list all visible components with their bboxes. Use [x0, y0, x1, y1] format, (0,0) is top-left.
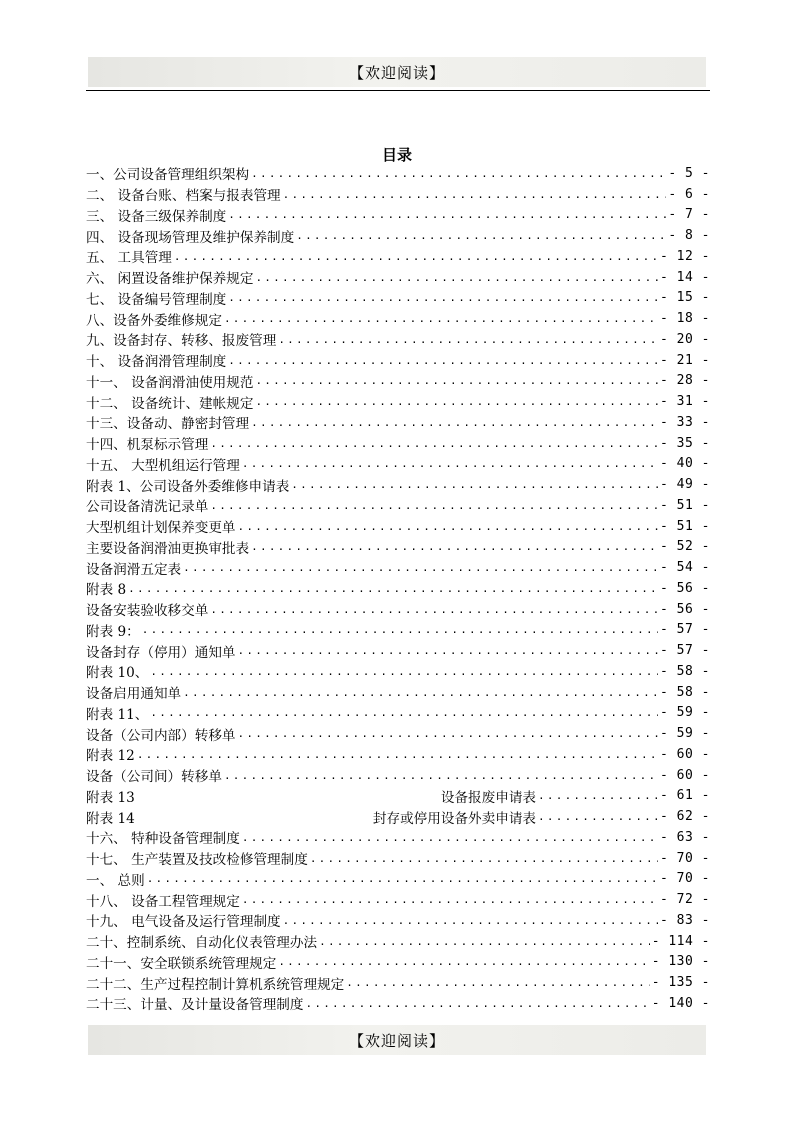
toc-entry-page: - 33 - [660, 414, 710, 430]
toc-entry-leader [224, 308, 658, 329]
toc-entry-page: - 28 - [660, 373, 710, 389]
toc-entry-leader [210, 495, 658, 516]
toc-entry-leader [278, 952, 649, 973]
toc-entry-leader [242, 454, 658, 475]
toc-entry-label: 附表 8 [86, 582, 127, 599]
toc-entry-leader [242, 889, 658, 910]
toc-entry[interactable] [86, 246, 710, 267]
toc-entry-page: - 18 - [660, 311, 710, 327]
toc-entry-label: 二十、控制系统、自动化仪表管理办法 [86, 935, 318, 952]
toc-entry-leader [183, 557, 658, 578]
header-banner [88, 57, 706, 87]
toc-entry-label: 九、设备封存、转移、报废管理 [86, 333, 277, 350]
toc-entry[interactable] [86, 952, 710, 973]
toc-entry-leader [228, 350, 658, 371]
toc-entry-leader [238, 640, 659, 661]
toc-entry-page: - 57 - [660, 643, 710, 659]
toc-entry[interactable] [86, 557, 710, 578]
toc-entry-page: - 130 - [651, 954, 710, 970]
toc-entry-label: 附表 14 [86, 810, 135, 827]
toc-entry-label: 附表 9： [86, 623, 140, 640]
toc-title: 目录 [381, 146, 412, 164]
toc-entry-label: 四、 设备现场管理及维护保养制度 [86, 229, 295, 246]
toc-entry[interactable] [86, 682, 710, 703]
toc-entry-subtitle: 封存或停用设备外卖申请表 [372, 810, 537, 827]
toc-entry[interactable] [86, 848, 710, 869]
toc-entry[interactable] [86, 308, 710, 329]
toc-entry-page: - 60 - [660, 746, 710, 762]
toc-entry[interactable] [86, 889, 710, 910]
toc-entry[interactable] [86, 288, 710, 309]
toc-entry-label: 二、 设备台账、档案与报表管理 [86, 188, 281, 205]
toc-entry-page: - 57 - [660, 622, 710, 638]
toc-entry[interactable] [86, 723, 710, 744]
toc-entry-page: - 5 - [668, 165, 710, 181]
toc-entry-leader [210, 599, 658, 620]
toc-entry-label: 十七、 生产装置及技改检修管理制度 [86, 852, 308, 869]
toc-entry-leader [283, 910, 658, 931]
header-rule [86, 90, 710, 91]
toc-entry-page: - 51 - [660, 497, 710, 513]
toc-entry-page: - 54 - [660, 560, 710, 576]
toc-entry[interactable] [86, 454, 710, 475]
toc-entry-leader [150, 703, 658, 724]
toc-entry-label: 主要设备润滑油更换审批表 [86, 540, 250, 557]
toc-entry-leader [210, 433, 658, 454]
toc-entry-leader [174, 246, 658, 267]
toc-entry-label: 二十二、生产过程控制计算机系统管理规定 [86, 976, 345, 993]
toc-entry-leader [147, 869, 658, 890]
toc-entry[interactable] [86, 931, 710, 952]
toc-entry-label: 附表 13 [86, 789, 135, 806]
toc-entry-leader [278, 329, 658, 350]
toc-entry-page: - 56 - [660, 580, 710, 596]
toc-entry-page: - 12 - [660, 248, 710, 264]
toc-entry[interactable] [86, 371, 710, 392]
toc-entry[interactable] [86, 474, 710, 495]
toc-entry-page: - 63 - [660, 829, 710, 845]
toc-entry-page: - 21 - [660, 352, 710, 368]
toc-entry-page: - 20 - [660, 331, 710, 347]
toc-entry-label: 十五、 大型机组运行管理 [86, 457, 240, 474]
toc-entry-label: 设备安装验收移交单 [86, 603, 209, 620]
toc-entry[interactable] [86, 620, 710, 641]
toc-entry[interactable] [86, 703, 710, 724]
toc-entry[interactable] [86, 661, 710, 682]
toc-entry-leader [238, 516, 659, 537]
toc-entry[interactable] [86, 412, 710, 433]
toc-entry-leader [255, 391, 658, 412]
toc-entry-leader [150, 661, 658, 682]
toc-entry-leader [242, 827, 658, 848]
toc-entry[interactable] [86, 599, 710, 620]
toc-entry-leader [319, 931, 650, 952]
toc-entry-page: - 49 - [660, 477, 710, 493]
toc-entry-page: - 52 - [660, 539, 710, 555]
toc-entry-label: 十九、 电气设备及运行管理制度 [86, 914, 281, 931]
toc-entry-label: 十六、 特种设备管理制度 [86, 831, 240, 848]
toc-entry[interactable] [86, 433, 710, 454]
toc-entry[interactable] [86, 225, 710, 246]
toc-entry[interactable] [86, 516, 710, 537]
toc-entry-leader [183, 682, 658, 703]
toc-entry-label: 十二、 设备统计、建帐规定 [86, 395, 254, 412]
toc-entry[interactable] [86, 329, 710, 350]
toc-entry-leader [128, 578, 658, 599]
toc-entry-label: 附表 12 [86, 748, 135, 765]
toc-entry-leader [296, 225, 666, 246]
toc-entry-page: - 59 - [660, 705, 710, 721]
toc-entry-page: - 58 - [660, 684, 710, 700]
toc-entry-label: 五、 工具管理 [86, 250, 172, 267]
toc-entry-subtitle: 设备报废申请表 [440, 789, 537, 806]
toc-entry-label: 附表 1、公司设备外委维修申请表 [86, 478, 290, 495]
toc-entry-page: - 70 - [660, 850, 710, 866]
toc-entry-page: - 72 - [660, 892, 710, 908]
table-of-contents [86, 163, 710, 1014]
toc-entry-page: - 15 - [660, 290, 710, 306]
toc-entry-leader [137, 744, 658, 765]
toc-entry-label: 三、 设备三级保养制度 [86, 208, 227, 225]
toc-entry-label: 六、 闲置设备维护保养规定 [86, 271, 254, 288]
toc-entry-label: 大型机组计划保养变更单 [86, 520, 236, 537]
toc-entry[interactable] [86, 205, 710, 226]
toc-entry-page: - 83 - [660, 912, 710, 928]
toc-entry-page: - 140 - [651, 995, 710, 1011]
toc-entry-label: 十一、 设备润滑油使用规范 [86, 374, 254, 391]
toc-entry-page: - 70 - [660, 871, 710, 887]
toc-entry-label: 设备（公司内部）转移单 [86, 727, 236, 744]
toc-entry-label: 附表 10、 [86, 665, 149, 682]
toc-entry-page: - 59 - [660, 726, 710, 742]
toc-entry[interactable] [86, 972, 710, 993]
toc-entry-leader [306, 993, 650, 1014]
toc-entry-page: - 51 - [660, 518, 710, 534]
toc-entry[interactable] [86, 391, 710, 412]
toc-entry[interactable] [86, 495, 710, 516]
toc-entry-label: 二十一、安全联锁系统管理规定 [86, 955, 277, 972]
toc-entry-page: - 58 - [660, 663, 710, 679]
toc-entry[interactable] [86, 869, 710, 890]
toc-entry-leader [310, 848, 658, 869]
toc-entry-leader [224, 765, 658, 786]
toc-entry-page: - 135 - [651, 975, 710, 991]
toc-entry[interactable] [86, 910, 710, 931]
footer-banner-text: 【欢迎阅读】 [348, 1031, 445, 1050]
toc-entry-leader [538, 786, 658, 807]
toc-entry-label: 一、 总则 [86, 872, 145, 889]
toc-entry-page: - 114 - [651, 933, 710, 949]
toc-entry[interactable] [86, 640, 710, 661]
toc-entry-page: - 6 - [668, 186, 710, 202]
toc-entry-leader [238, 723, 659, 744]
toc-entry-label: 十、 设备润滑管理制度 [86, 354, 227, 371]
toc-entry-page: - 62 - [660, 809, 710, 825]
toc-entry-label: 设备（公司间）转移单 [86, 769, 222, 786]
toc-entry-leader [255, 371, 658, 392]
toc-entry-label: 设备润滑五定表 [86, 561, 182, 578]
toc-entry[interactable] [86, 744, 710, 765]
toc-entry-leader [283, 184, 667, 205]
toc-entry-leader [255, 267, 658, 288]
toc-entry[interactable] [86, 993, 710, 1014]
header-banner-text: 【欢迎阅读】 [348, 63, 445, 82]
toc-entry-leader [291, 474, 658, 495]
toc-entry-page: - 14 - [660, 269, 710, 285]
toc-entry-page: - 56 - [660, 601, 710, 617]
toc-entry-page: - 7 - [668, 207, 710, 223]
toc-entry-label: 设备封存（停用）通知单 [86, 644, 236, 661]
footer-banner [88, 1025, 706, 1055]
toc-entry[interactable] [86, 827, 710, 848]
toc-entry-leader [251, 163, 666, 184]
toc-entry[interactable] [86, 578, 710, 599]
toc-entry[interactable] [86, 350, 710, 371]
toc-entry-label: 八、设备外委维修规定 [86, 312, 222, 329]
toc-entry-label: 二十三、计量、及计量设备管理制度 [86, 997, 304, 1014]
toc-entry-leader [142, 620, 658, 641]
toc-entry-page: - 40 - [660, 456, 710, 472]
toc-entry[interactable] [86, 806, 710, 827]
toc-entry-page: - 31 - [660, 394, 710, 410]
toc-entry-leader [228, 288, 658, 309]
toc-entry-label: 十三、设备动、静密封管理 [86, 416, 250, 433]
toc-entry-label: 一、公司设备管理组织架构 [86, 167, 250, 184]
toc-entry-page: - 60 - [660, 767, 710, 783]
toc-entry[interactable] [86, 184, 710, 205]
toc-entry-leader [251, 537, 658, 558]
toc-entry-label: 十四、机泵标示管理 [86, 437, 209, 454]
toc-entry[interactable] [86, 765, 710, 786]
toc-entry-label: 公司设备清洗记录单 [86, 499, 209, 516]
toc-entry[interactable] [86, 786, 710, 807]
toc-entry-leader [346, 972, 649, 993]
toc-entry-leader [251, 412, 658, 433]
toc-entry[interactable] [86, 537, 710, 558]
toc-entry[interactable] [86, 267, 710, 288]
toc-entry-label: 七、 设备编号管理制度 [86, 291, 227, 308]
toc-entry-label: 设备启用通知单 [86, 686, 182, 703]
toc-entry-label: 附表 11、 [86, 706, 149, 723]
toc-entry-leader [538, 806, 658, 827]
toc-entry-leader [228, 205, 666, 226]
toc-entry-label: 十八、 设备工程管理规定 [86, 893, 240, 910]
toc-entry-page: - 35 - [660, 435, 710, 451]
toc-entry[interactable] [86, 163, 710, 184]
toc-entry-page: - 61 - [660, 788, 710, 804]
toc-entry-page: - 8 - [668, 228, 710, 244]
